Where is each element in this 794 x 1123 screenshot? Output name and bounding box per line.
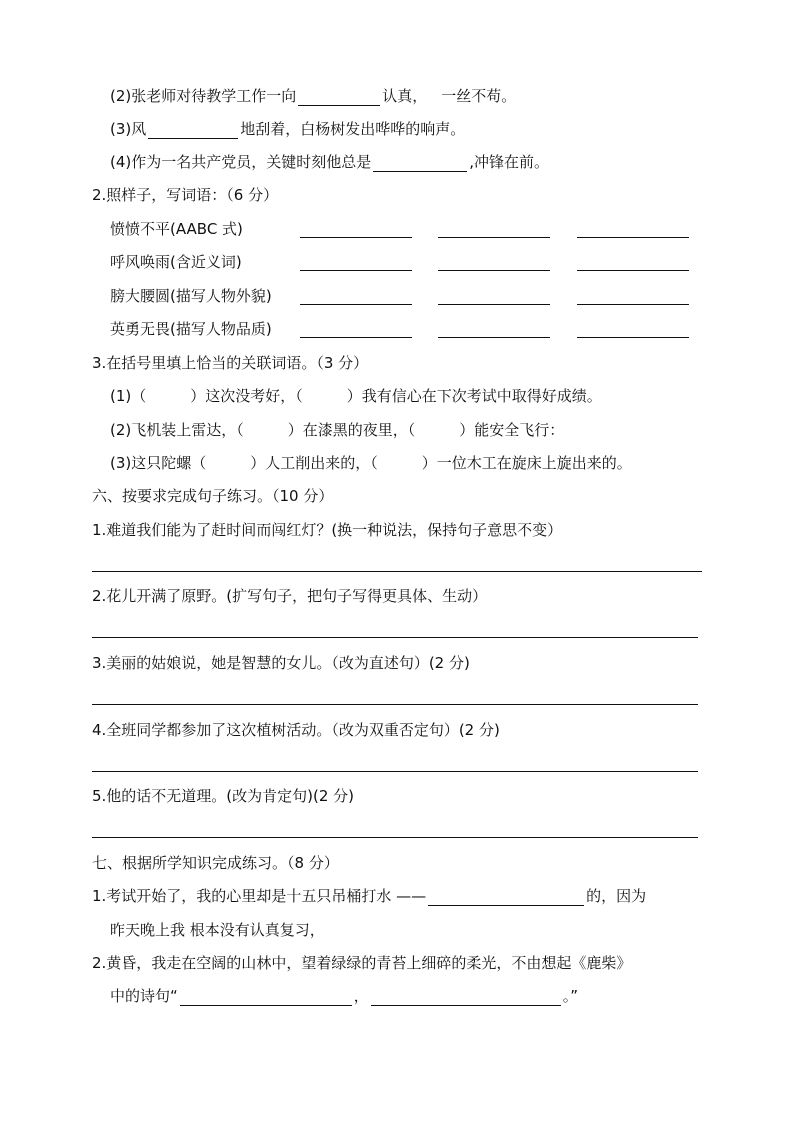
answer-line[interactable] (577, 337, 689, 338)
knowledge-q1 (92, 886, 646, 906)
answer-line[interactable] (92, 771, 698, 772)
answer-line[interactable] (438, 237, 550, 238)
knowledge-q2-line1: 2.黄昏，我走在空阔的山林中，望着绿绿的青苔上细碎的柔光，不由想起《鹿柴》 (92, 954, 632, 972)
connective-text: ）一位木工在旋床上旋出来的。 (421, 454, 632, 472)
answer-line[interactable] (577, 270, 689, 271)
knowledge-q1-post: 的，因为 (586, 887, 647, 905)
answer-line[interactable] (92, 704, 698, 705)
fill-item-2 (110, 86, 516, 106)
answer-line[interactable] (92, 571, 702, 572)
answer-line[interactable] (438, 304, 550, 305)
connective-text: (2)飞机装上雷达，（ (110, 421, 244, 439)
poem-quote-open: 中的诗句“ (110, 987, 178, 1005)
poem-line-blank[interactable] (371, 988, 561, 1006)
connective-text: (3)这只陀螺（ (110, 454, 207, 472)
fill-item-4 (110, 152, 549, 172)
answer-blank[interactable] (148, 121, 238, 139)
sentence-question: 1.难道我们能为了赶时间而闯红灯？(换一种说法，保持句子意思不变） (92, 521, 563, 539)
fill-item-3-pre: (3)风 (110, 120, 147, 138)
connective-text: ）这次没考好，（ (190, 387, 303, 405)
connective-text: ）能安全飞行： (459, 421, 565, 439)
answer-blank[interactable] (373, 154, 467, 172)
poem-line-blank[interactable] (180, 988, 352, 1006)
sentence-question: 4.全班同学都参加了这次植树活动。（改为双重否定句）(2 分) (92, 721, 500, 739)
section-heading: 六、按要求完成句子练习。（10 分） (92, 487, 334, 505)
knowledge-q1-pre: 1.考试开始了，我的心里却是十五只吊桶打水 —— (92, 887, 427, 905)
sentence-question: 5.他的话不无道理。(改为肯定句)(2 分) (92, 787, 355, 805)
sentence-question: 3.美丽的姑娘说，她是智慧的女儿。（改为直述句）(2 分) (92, 654, 470, 672)
question-title: 2.照样子，写词语：（6 分） (92, 186, 279, 204)
connective-text: ）我有信心在下次考试中取得好成绩。 (346, 387, 602, 405)
question-title: 3.在括号里填上恰当的关联词语。（3 分） (92, 354, 369, 372)
answer-line[interactable] (577, 237, 689, 238)
fill-item-2-tail: 一丝不苟。 (441, 87, 517, 105)
fill-item-2-pre: (2)张老师对待教学工作一向 (110, 87, 297, 105)
fill-item-3 (110, 119, 465, 139)
fill-item-3-post: 地刮着，白杨树发出哗哗的响声。 (240, 120, 466, 138)
knowledge-q1-line2: 昨天晚上我 根本没有认真复习， (110, 921, 325, 939)
fill-item-2-post: 认真， (382, 87, 428, 105)
fill-item-4-pre: (4)作为一名共产党员，关键时刻他总是 (110, 153, 372, 171)
sentence-question: 2.花儿开满了原野。(扩写句子，把句子写得更具体、生动） (92, 587, 488, 605)
connective-item (110, 453, 632, 473)
answer-line[interactable] (300, 270, 412, 271)
fill-item-4-post: ,冲锋在前。 (469, 153, 550, 171)
answer-line[interactable] (92, 837, 698, 838)
answer-line[interactable] (438, 270, 550, 271)
answer-blank[interactable] (298, 88, 380, 106)
answer-line[interactable] (300, 304, 412, 305)
word-row-label: 膀大腰圆(描写人物外貌) (110, 287, 272, 305)
answer-line[interactable] (438, 337, 550, 338)
answer-line[interactable] (300, 237, 412, 238)
poem-comma: ， (353, 987, 369, 1005)
answer-line[interactable] (300, 337, 412, 338)
word-row-label: 呼风唤雨(含近义词) (110, 253, 242, 271)
connective-text: ）人工削出来的，（ (250, 454, 378, 472)
connective-text: ）在漆黑的夜里，（ (287, 421, 416, 439)
answer-line[interactable] (92, 637, 698, 638)
answer-blank[interactable] (428, 888, 584, 906)
knowledge-q2-line2 (110, 986, 578, 1006)
connective-item (110, 386, 602, 406)
connective-item (110, 420, 564, 440)
answer-line[interactable] (577, 304, 689, 305)
word-row-label: 愤愤不平(AABC 式) (110, 220, 243, 238)
connective-text: (1)（ (110, 387, 147, 405)
poem-quote-close: 。” (562, 987, 579, 1005)
word-row-label: 英勇无畏(描写人物品质) (110, 320, 272, 338)
section-heading: 七、根据所学知识完成练习。（8 分） (92, 854, 339, 872)
